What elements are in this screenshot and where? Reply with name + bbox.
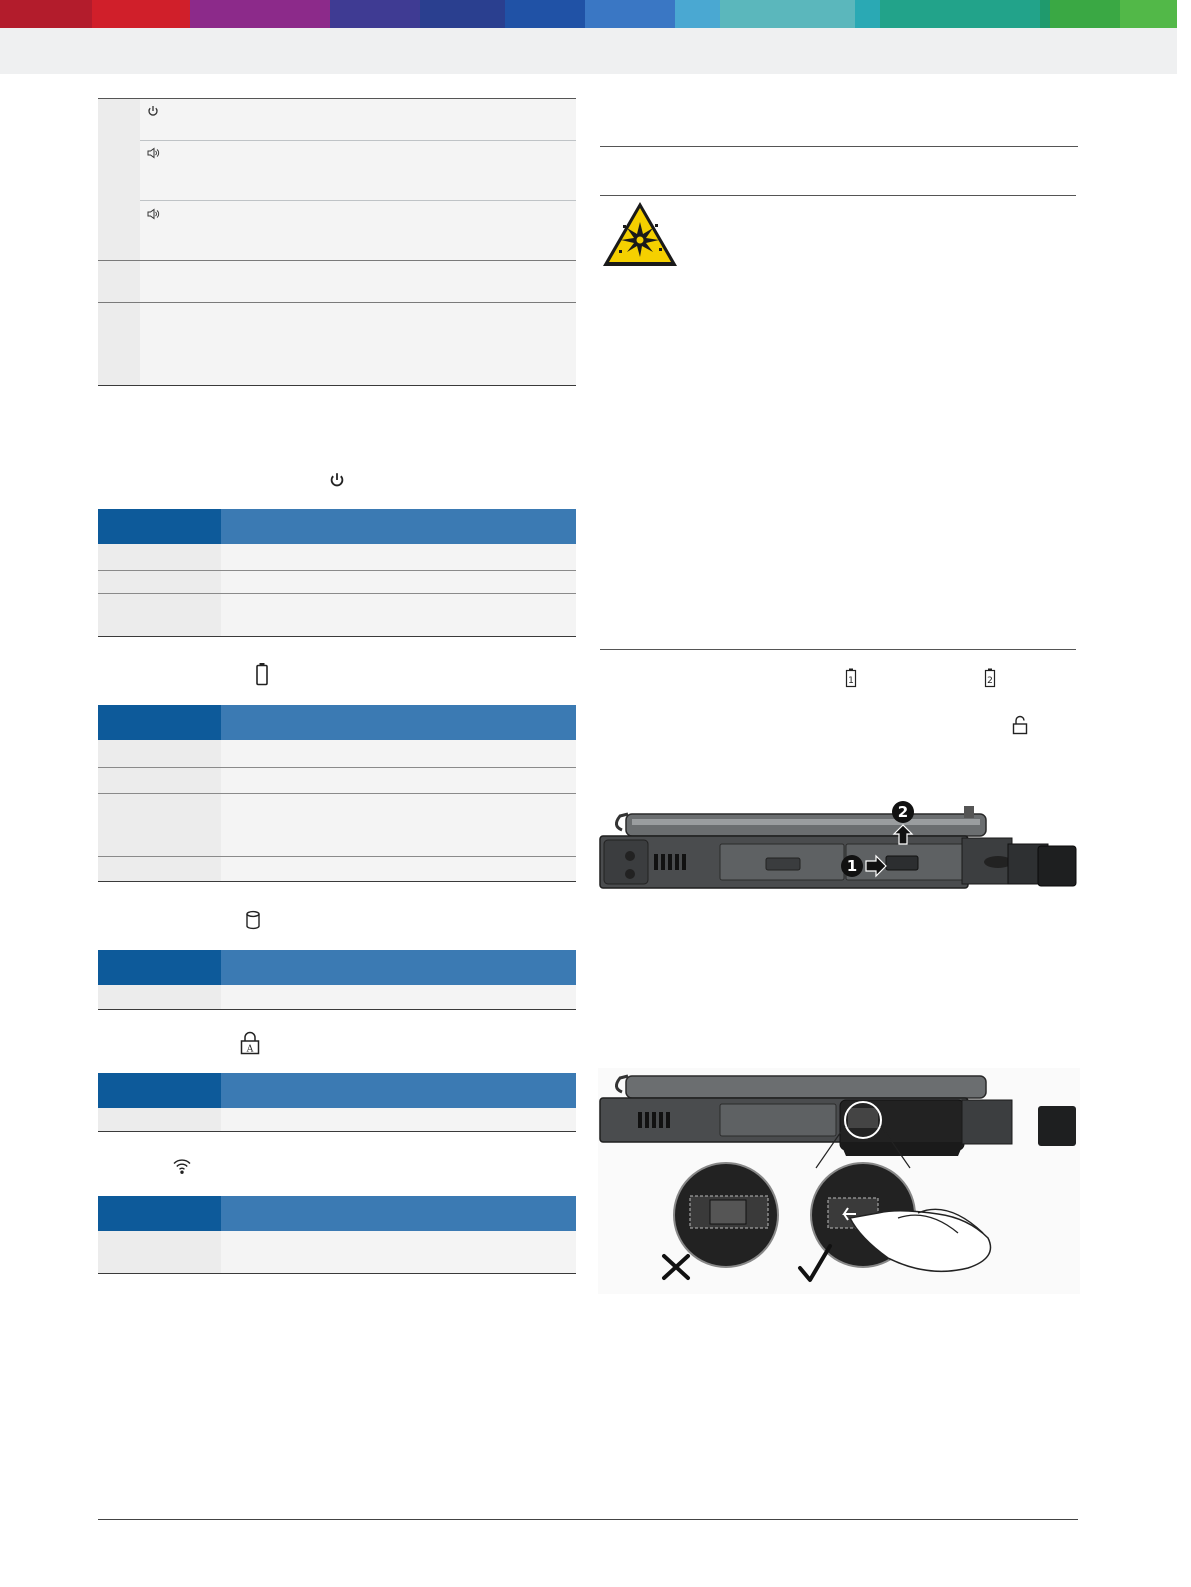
battery-release-figure xyxy=(598,798,1080,890)
table-header xyxy=(98,509,576,544)
warning-rule-bottom xyxy=(600,649,1076,650)
header-band-segment xyxy=(92,0,190,28)
header-band-segment xyxy=(420,0,505,28)
table-row xyxy=(98,740,576,767)
led-table-caps-lock xyxy=(98,1073,576,1133)
table-row xyxy=(98,794,576,856)
table-row xyxy=(98,571,576,593)
header-band-segment xyxy=(330,0,420,28)
battery-icon xyxy=(255,662,269,686)
header-band-segment xyxy=(0,0,92,28)
header-band-segment xyxy=(855,0,880,28)
header-band-segment xyxy=(190,0,330,28)
svg-text:2: 2 xyxy=(987,676,993,686)
header-bar xyxy=(0,28,1177,74)
header-band-segment xyxy=(880,0,1040,28)
section-rule xyxy=(600,146,1078,147)
svg-text:1: 1 xyxy=(848,676,854,686)
speaker-down-icon xyxy=(146,207,160,221)
battery-latch-figure xyxy=(598,1068,1080,1294)
table-row xyxy=(98,1108,576,1131)
header-band-segment xyxy=(1040,0,1050,28)
svg-text:1: 1 xyxy=(846,857,858,875)
battery-1-icon xyxy=(845,668,857,688)
speaker-up-icon xyxy=(146,146,160,160)
header-band-segment xyxy=(1120,0,1177,28)
drive-icon xyxy=(245,910,261,930)
svg-text:A: A xyxy=(246,1044,254,1055)
caps-lock-icon xyxy=(239,1031,261,1055)
warning-rule-top xyxy=(600,195,1076,196)
table-header xyxy=(98,1196,576,1231)
table-header xyxy=(98,1073,576,1108)
power-icon xyxy=(146,104,160,118)
explosion-warning-icon xyxy=(601,200,679,268)
table-row xyxy=(98,985,576,1009)
led-table-battery xyxy=(98,705,576,882)
header-band-segment xyxy=(675,0,720,28)
header-band-segment xyxy=(720,0,855,28)
wifi-icon xyxy=(172,1157,192,1175)
keys-table xyxy=(98,98,576,386)
table-header xyxy=(98,705,576,740)
led-table-power xyxy=(98,509,576,637)
header-band-segment xyxy=(1050,0,1120,28)
battery-2-icon xyxy=(984,668,996,688)
table-header xyxy=(98,950,576,985)
table-row xyxy=(98,1231,576,1273)
svg-text:2: 2 xyxy=(897,803,909,821)
led-table-drive xyxy=(98,950,576,1010)
led-table-wifi xyxy=(98,1196,576,1274)
table-row xyxy=(98,594,576,636)
header-color-band xyxy=(0,0,1177,28)
incorrect-cross-icon xyxy=(664,1256,688,1278)
table-row xyxy=(98,768,576,793)
header-band-segment xyxy=(505,0,585,28)
correct-check-icon xyxy=(800,1246,830,1280)
power-icon xyxy=(328,471,346,489)
footer-rule xyxy=(98,1519,1078,1520)
unlock-icon xyxy=(1012,715,1028,735)
header-band-segment xyxy=(585,0,675,28)
table-row xyxy=(98,857,576,881)
